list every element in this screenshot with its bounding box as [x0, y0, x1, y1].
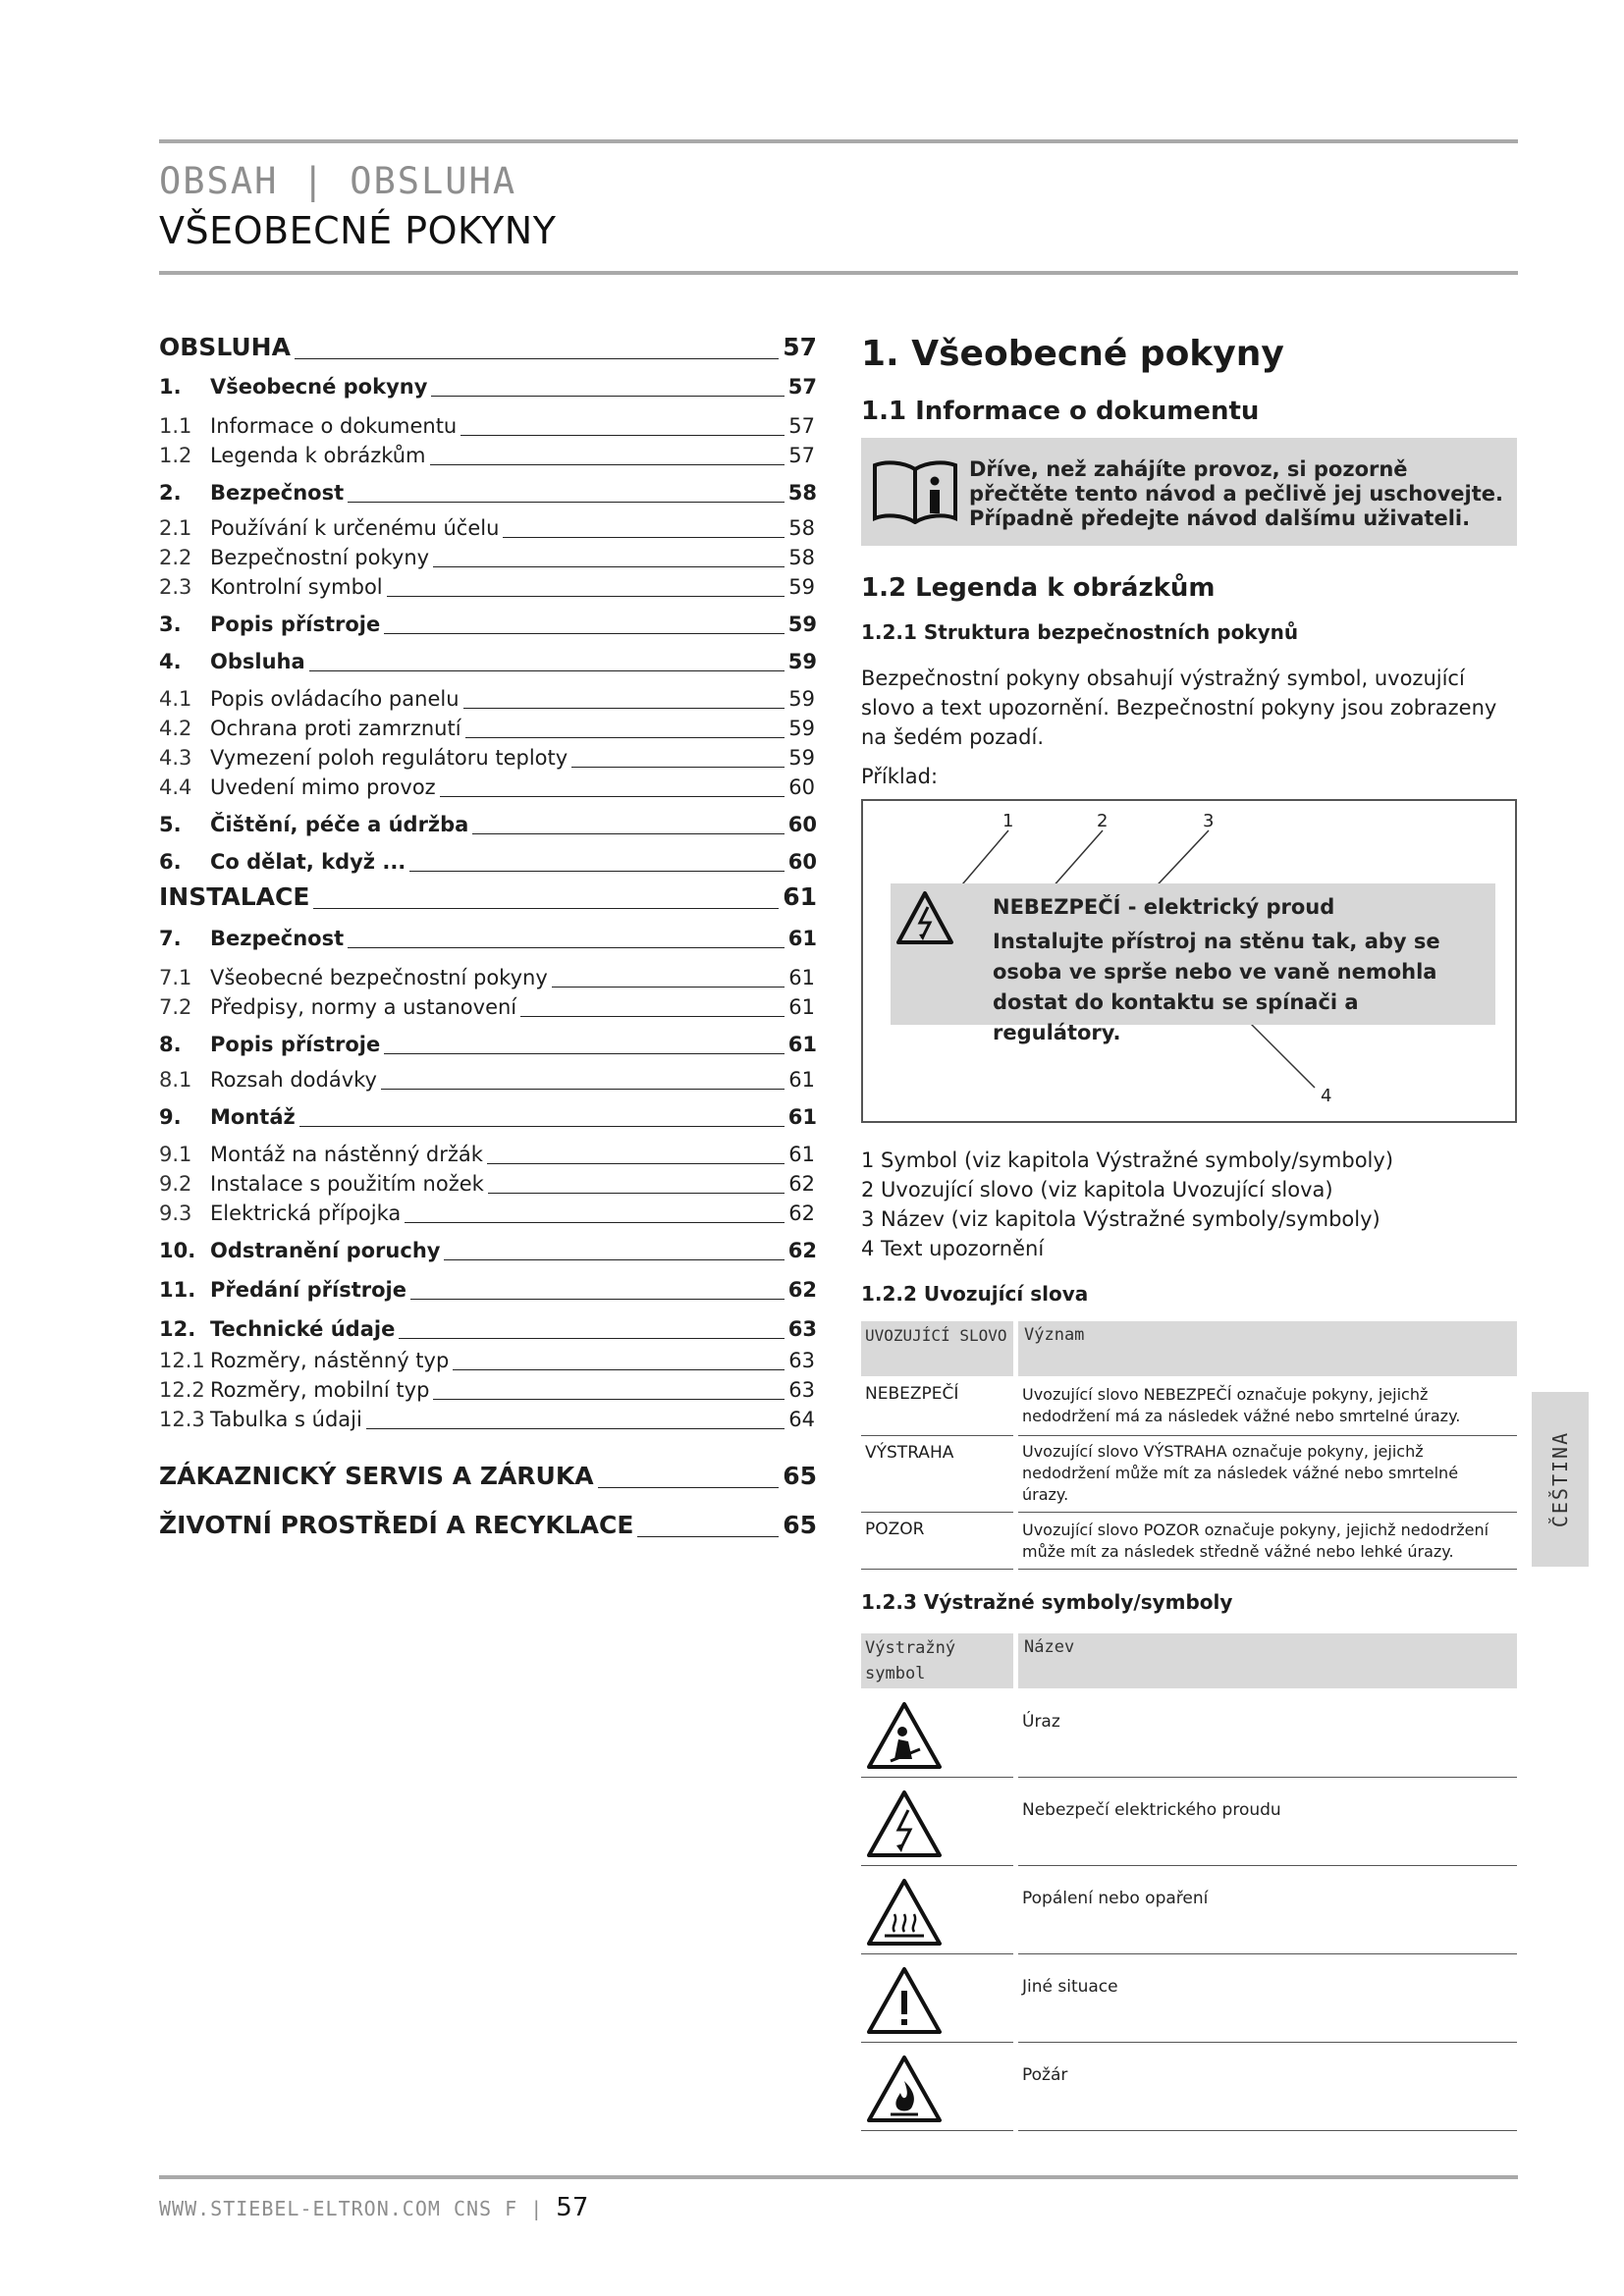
toc-entry-number: 11.	[159, 1278, 196, 1302]
symbol-cell	[861, 1690, 1013, 1778]
toc-entry-title: Odstranění poruchy	[210, 1239, 441, 1262]
section-heading-1-2-1: 1.2.1 Struktura bezpečnostních pokynů	[861, 620, 1299, 644]
symbol-cell	[861, 2044, 1013, 2131]
toc-leader-line	[637, 1536, 779, 1537]
table-row-word	[861, 1514, 1013, 1570]
table-row	[861, 1779, 1517, 1867]
symbol-cell	[861, 1955, 1013, 2043]
toc-leader-line	[487, 1163, 785, 1164]
toc-entry-title: Technické údaje	[210, 1317, 396, 1341]
toc-entry[interactable]	[159, 846, 819, 876]
toc-entry-number: 1.1	[159, 414, 192, 438]
toc-entry-page: 60	[788, 775, 815, 799]
toc-entry-number: 5.	[159, 813, 182, 836]
toc-entry-page: 62	[788, 1201, 815, 1225]
toc-leader-line	[295, 358, 779, 359]
toc-entry[interactable]	[159, 713, 819, 742]
notice-box	[861, 438, 1517, 546]
toc-entry[interactable]	[159, 1345, 819, 1374]
toc-entry-title: INSTALACE	[159, 882, 310, 911]
toc-entry-title: Kontrolní symbol	[210, 575, 383, 599]
toc-entry-title: Montáž	[210, 1105, 296, 1129]
toc-entry[interactable]	[159, 809, 819, 838]
section-heading-1-2-3: 1.2.3 Výstražné symboly/symboly	[861, 1590, 1233, 1614]
toc-entry-page: 59	[788, 717, 815, 740]
table-row	[861, 2044, 1517, 2132]
toc-leader-line	[381, 1089, 785, 1090]
language-tab[interactable]	[1532, 1392, 1589, 1567]
toc-entry-page: 62	[787, 1278, 817, 1302]
symbol-cell	[861, 1867, 1013, 1954]
toc-entry-page: 57	[783, 333, 817, 361]
toc-entry-number: 4.	[159, 650, 182, 673]
toc-entry-title: ZÁKAZNICKÝ SERVIS A ZÁRUKA	[159, 1462, 594, 1490]
toc-entry-title: Používání k určenému účelu	[210, 516, 500, 540]
toc-entry-title: Čištění, péče a údržba	[210, 813, 469, 836]
toc-entry[interactable]	[159, 742, 819, 772]
signal-word: NEBEZPEČÍ	[865, 1384, 959, 1404]
toc-entry-number: 12.2	[159, 1378, 205, 1402]
toc-entry[interactable]	[159, 772, 819, 801]
toc-entry-page: 65	[783, 1462, 817, 1490]
toc-entry-number: 6.	[159, 850, 182, 874]
header-section-title: OBSAH | OBSLUHA	[159, 160, 517, 202]
toc-entry-number: 4.2	[159, 717, 192, 740]
toc-entry-title: Popis přístroje	[210, 613, 381, 636]
toc-entry-title: Obsluha	[210, 650, 305, 673]
toc-entry-page: 59	[787, 650, 817, 673]
toc-entry-title: Elektrická přípojka	[210, 1201, 402, 1225]
language-tab-label: ČEŠTINA	[1548, 1430, 1572, 1528]
toc-entry-title: Co dělat, když ...	[210, 850, 406, 874]
toc-entry-title: OBSLUHA	[159, 333, 291, 361]
toc-entry-title: Popis ovládacího panelu	[210, 687, 460, 711]
toc-entry[interactable]	[159, 440, 819, 469]
toc-entry-title: Rozměry, mobilní typ	[210, 1378, 430, 1402]
table-row-word	[861, 1437, 1013, 1513]
page-number: 57	[556, 2193, 589, 2222]
toc-entry-title: Tabulka s údaji	[210, 1408, 362, 1431]
toc-entry-title: Bezpečnost	[210, 927, 345, 950]
notice-text: Dříve, než zahájíte provoz, si pozorně přečtěte tento návod a pečlivě jej uschovejte. Případně předejte návod dalšímu uživateli.	[969, 457, 1504, 530]
toc-entry-title: Informace o dokumentu	[210, 414, 458, 438]
toc-entry-page: 65	[783, 1511, 817, 1539]
toc-entry[interactable]	[159, 542, 819, 571]
header-bottom-rule	[159, 271, 1518, 275]
toc-entry-page: 57	[788, 444, 815, 467]
toc-leader-line	[520, 1016, 785, 1017]
legend-item: 4 Text upozornění	[861, 1237, 1045, 1260]
signal-word: VÝSTRAHA	[865, 1443, 954, 1463]
footer	[159, 2193, 588, 2222]
toc-entry[interactable]	[159, 1374, 819, 1404]
toc-leader-line	[444, 1259, 785, 1260]
toc-leader-line	[460, 435, 785, 436]
toc-leader-line	[488, 1193, 785, 1194]
toc-entry[interactable]	[159, 512, 819, 542]
table-header-signal-word: UVOZUJÍCÍ SLOVO	[861, 1321, 1013, 1376]
symbol-name: Nebezpečí elektrického proudu	[1022, 1800, 1281, 1820]
toc-leader-line	[440, 796, 785, 797]
hot-surface-warning-icon	[865, 1877, 944, 1948]
toc-entry-page: 58	[787, 481, 817, 505]
table-header-meaning: Význam	[1018, 1321, 1517, 1376]
toc-entry[interactable]	[159, 683, 819, 713]
toc-entry[interactable]	[159, 1168, 819, 1198]
toc-entry-number: 4.4	[159, 775, 192, 799]
toc-entry-page: 62	[787, 1239, 817, 1262]
toc-leader-line	[409, 871, 785, 872]
toc-entry-title: Předání přístroje	[210, 1278, 407, 1302]
toc-entry-number: 10.	[159, 1239, 196, 1262]
toc-entry-title: Uvedení mimo provoz	[210, 775, 436, 799]
toc-entry[interactable]	[159, 991, 819, 1021]
toc-entry[interactable]	[159, 646, 819, 675]
toc-entry-title: Všeobecné pokyny	[210, 375, 428, 399]
page-title: VŠEOBECNÉ POKYNY	[159, 209, 557, 252]
toc-entry-page: 59	[788, 746, 815, 770]
signal-word: POZOR	[865, 1520, 925, 1539]
callout-3: 3	[1203, 811, 1215, 831]
toc-entry-page: 59	[787, 613, 817, 636]
toc-entry-page: 61	[783, 882, 817, 911]
toc-entry-title: Vymezení poloh regulátoru teploty	[210, 746, 568, 770]
section-heading-1-1: 1.1 Informace o dokumentu	[861, 397, 1260, 426]
toc-entry-number: 4.3	[159, 746, 192, 770]
toc-entry-title: Bezpečnost	[210, 481, 345, 505]
toc-entry-page: 61	[787, 1033, 817, 1056]
toc-entry-page: 64	[788, 1408, 815, 1431]
toc-entry[interactable]	[159, 923, 819, 952]
toc-entry-number: 8.1	[159, 1068, 192, 1092]
toc-entry[interactable]	[159, 571, 819, 601]
toc-leader-line	[430, 464, 785, 465]
table-header-symbol: Výstražný symbol	[861, 1633, 1013, 1688]
name-cell	[1018, 1690, 1517, 1778]
toc-entry-title: Rozměry, nástěnný typ	[210, 1349, 450, 1372]
toc-entry[interactable]	[159, 1064, 819, 1094]
toc-entry-title: Instalace s použitím nožek	[210, 1172, 484, 1196]
toc-entry-number: 2.2	[159, 546, 192, 569]
toc-entry-number: 2.	[159, 481, 182, 505]
toc-entry-number: 2.3	[159, 575, 192, 599]
toc-entry-page: 60	[787, 850, 817, 874]
table-row	[861, 1690, 1517, 1779]
table-row-meaning	[1018, 1514, 1517, 1570]
toc-entry[interactable]	[159, 962, 819, 991]
electric-warning-icon	[894, 889, 955, 946]
signal-meaning: Uvozující slovo POZOR označuje pokyny, jejichž nedodržení může mít za následek středně vážné nebo lehké úrazy.	[1022, 1521, 1489, 1561]
toc-entry[interactable]	[159, 410, 819, 440]
toc-entry-page: 63	[788, 1349, 815, 1372]
toc-entry[interactable]	[159, 334, 819, 363]
name-cell	[1018, 1779, 1517, 1866]
toc-entry[interactable]	[159, 477, 819, 507]
fire-warning-icon	[865, 2054, 944, 2124]
table-header-name: Název	[1018, 1633, 1517, 1688]
section-heading-1-2-2: 1.2.2 Uvozující slova	[861, 1282, 1089, 1306]
toc-leader-line	[299, 1126, 785, 1127]
toc-entry-page: 61	[788, 1068, 815, 1092]
symbol-cell	[861, 1779, 1013, 1866]
toc-entry-number: 12.3	[159, 1408, 205, 1431]
table-row-meaning	[1018, 1437, 1517, 1513]
toc-leader-line	[431, 396, 785, 397]
toc-leader-line	[313, 908, 779, 909]
toc-entry-page: 61	[788, 966, 815, 989]
toc-entry-number: 7.	[159, 927, 182, 950]
read-manual-icon	[871, 459, 959, 524]
intro-paragraph: Bezpečnostní pokyny obsahují výstražný symbol, uvozující slovo a text upozornění. Bezpečnostní pokyny jsou zobrazeny na šedém pozadí.	[861, 667, 1497, 749]
toc-entry-number: 3.	[159, 613, 182, 636]
toc-entry[interactable]	[159, 1404, 819, 1433]
example-figure	[861, 799, 1517, 1123]
toc-entry[interactable]	[159, 371, 819, 400]
toc-leader-line	[410, 1299, 785, 1300]
toc-entry[interactable]	[159, 1198, 819, 1227]
toc-entry-number: 12.1	[159, 1349, 205, 1372]
table-row-meaning	[1018, 1378, 1517, 1436]
toc-entry-number: 7.1	[159, 966, 192, 989]
toc-entry-number: 9.3	[159, 1201, 192, 1225]
footer-site[interactable]: WWW.STIEBEL-ELTRON.COM CNS F |	[159, 2197, 544, 2220]
footer-rule	[159, 2175, 1518, 2179]
toc-leader-line	[348, 947, 785, 948]
toc-entry-title: Předpisy, normy a ustanovení	[210, 995, 517, 1019]
toc-leader-line	[552, 987, 785, 988]
toc-entry-page: 59	[788, 575, 815, 599]
toc-leader-line	[399, 1338, 785, 1339]
example-warning	[891, 883, 1495, 1044]
toc-entry[interactable]	[159, 609, 819, 638]
toc-entry-number: 8.	[159, 1033, 182, 1056]
symbol-name: Požár	[1022, 2065, 1068, 2085]
toc-leader-line	[348, 502, 785, 503]
toc-entry-page: 61	[787, 927, 817, 950]
toc-entry-page: 59	[788, 687, 815, 711]
signal-meaning: Uvozující slovo NEBEZPEČÍ označuje pokyny, jejichž nedodržení má za následek vážné nebo smrtelné úrazy.	[1022, 1385, 1461, 1425]
toc-leader-line	[463, 708, 785, 709]
callout-2: 2	[1097, 811, 1109, 831]
symbol-name: Popálení nebo opaření	[1022, 1889, 1209, 1908]
legend-item: 3 Název (viz kapitola Výstražné symboly/symboly)	[861, 1207, 1380, 1231]
toc-entry[interactable]	[159, 1235, 819, 1264]
table-row	[861, 1867, 1517, 1955]
toc-entry-title: Legenda k obrázkům	[210, 444, 426, 467]
symbol-name: Úraz	[1022, 1712, 1060, 1732]
toc-entry-number: 9.	[159, 1105, 182, 1129]
toc-entry-title: Ochrana proti zamrznutí	[210, 717, 461, 740]
toc-leader-line	[366, 1428, 785, 1429]
toc-entry[interactable]	[159, 1029, 819, 1058]
toc-entry[interactable]	[159, 1101, 819, 1131]
toc-entry-page: 61	[788, 995, 815, 1019]
callout-1: 1	[1002, 811, 1014, 831]
toc-entry[interactable]	[159, 1512, 819, 1541]
toc-leader-line	[387, 596, 785, 597]
toc-entry-number: 4.1	[159, 687, 192, 711]
electric-warning-icon	[865, 1789, 944, 1859]
toc-entry[interactable]	[159, 883, 819, 913]
header-top-rule	[159, 139, 1518, 143]
toc-entry-title: Montáž na nástěnný držák	[210, 1143, 483, 1166]
toc-entry-page: 57	[788, 414, 815, 438]
section-heading-1-2: 1.2 Legenda k obrázkům	[861, 573, 1216, 603]
toc-leader-line	[405, 1222, 785, 1223]
toc-entry[interactable]	[159, 1139, 819, 1168]
table-row-word	[861, 1378, 1013, 1436]
toc-leader-line	[571, 767, 785, 768]
legend-item: 2 Uvozující slovo (viz kapitola Uvozující slova)	[861, 1178, 1333, 1201]
name-cell	[1018, 2044, 1517, 2131]
symbol-name: Jiné situace	[1022, 1977, 1118, 1997]
table-row	[861, 1955, 1517, 2044]
signal-words-table	[861, 1321, 1517, 1561]
toc-entry-number: 7.2	[159, 995, 192, 1019]
toc-leader-line	[453, 1369, 785, 1370]
toc-entry-title: ŽIVOTNÍ PROSTŘEDÍ A RECYKLACE	[159, 1511, 634, 1539]
example-label: Příklad:	[861, 765, 939, 788]
name-cell	[1018, 1867, 1517, 1954]
toc-entry-title: Rozsah dodávky	[210, 1068, 377, 1092]
toc-entry-number: 12.	[159, 1317, 196, 1341]
toc-leader-line	[433, 1399, 785, 1400]
toc-leader-line	[433, 566, 785, 567]
toc-entry-page: 63	[788, 1378, 815, 1402]
toc-leader-line	[465, 737, 785, 738]
toc-entry[interactable]	[159, 1463, 819, 1492]
general-warning-icon	[865, 1965, 944, 2036]
toc-entry[interactable]	[159, 1274, 819, 1304]
toc-entry-title: Bezpečnostní pokyny	[210, 546, 430, 569]
toc-leader-line	[598, 1487, 779, 1488]
toc-entry[interactable]	[159, 1313, 819, 1343]
section-heading-1: 1. Všeobecné pokyny	[861, 334, 1284, 374]
toc-entry-number: 2.1	[159, 516, 192, 540]
example-signal-word: NEBEZPEČÍ - elektrický proud	[993, 895, 1335, 919]
toc-entry-title: Popis přístroje	[210, 1033, 381, 1056]
legend-item: 1 Symbol (viz kapitola Výstražné symboly/symboly)	[861, 1148, 1394, 1172]
toc-entry-page: 57	[787, 375, 817, 399]
example-warning-text: Instalujte přístroj na stěnu tak, aby se osoba ve sprše nebo ve vaně nemohla dostat do kontaktu se spínači a regulátory.	[993, 930, 1440, 1044]
toc-entry-number: 9.2	[159, 1172, 192, 1196]
injury-warning-icon	[865, 1700, 944, 1771]
toc-entry-page: 58	[788, 516, 815, 540]
toc-entry-page: 61	[787, 1105, 817, 1129]
toc-entry-page: 62	[788, 1172, 815, 1196]
toc-entry-page: 60	[787, 813, 817, 836]
toc-entry-number: 9.1	[159, 1143, 192, 1166]
toc-entry-page: 61	[788, 1143, 815, 1166]
toc-leader-line	[472, 833, 785, 834]
callout-4: 4	[1321, 1086, 1332, 1106]
toc-leader-line	[384, 633, 785, 634]
signal-meaning: Uvozující slovo VÝSTRAHA označuje pokyny, jejichž nedodržení může mít za následek vážné nebo smrtelné úrazy.	[1022, 1442, 1459, 1504]
toc-entry-page: 58	[788, 546, 815, 569]
toc-entry-page: 63	[787, 1317, 817, 1341]
toc-leader-line	[503, 537, 785, 538]
toc-leader-line	[309, 670, 785, 671]
toc-leader-line	[384, 1053, 785, 1054]
toc-entry-number: 1.2	[159, 444, 192, 467]
toc-entry-title: Všeobecné bezpečnostní pokyny	[210, 966, 548, 989]
name-cell	[1018, 1955, 1517, 2043]
toc-entry-number: 1.	[159, 375, 182, 399]
